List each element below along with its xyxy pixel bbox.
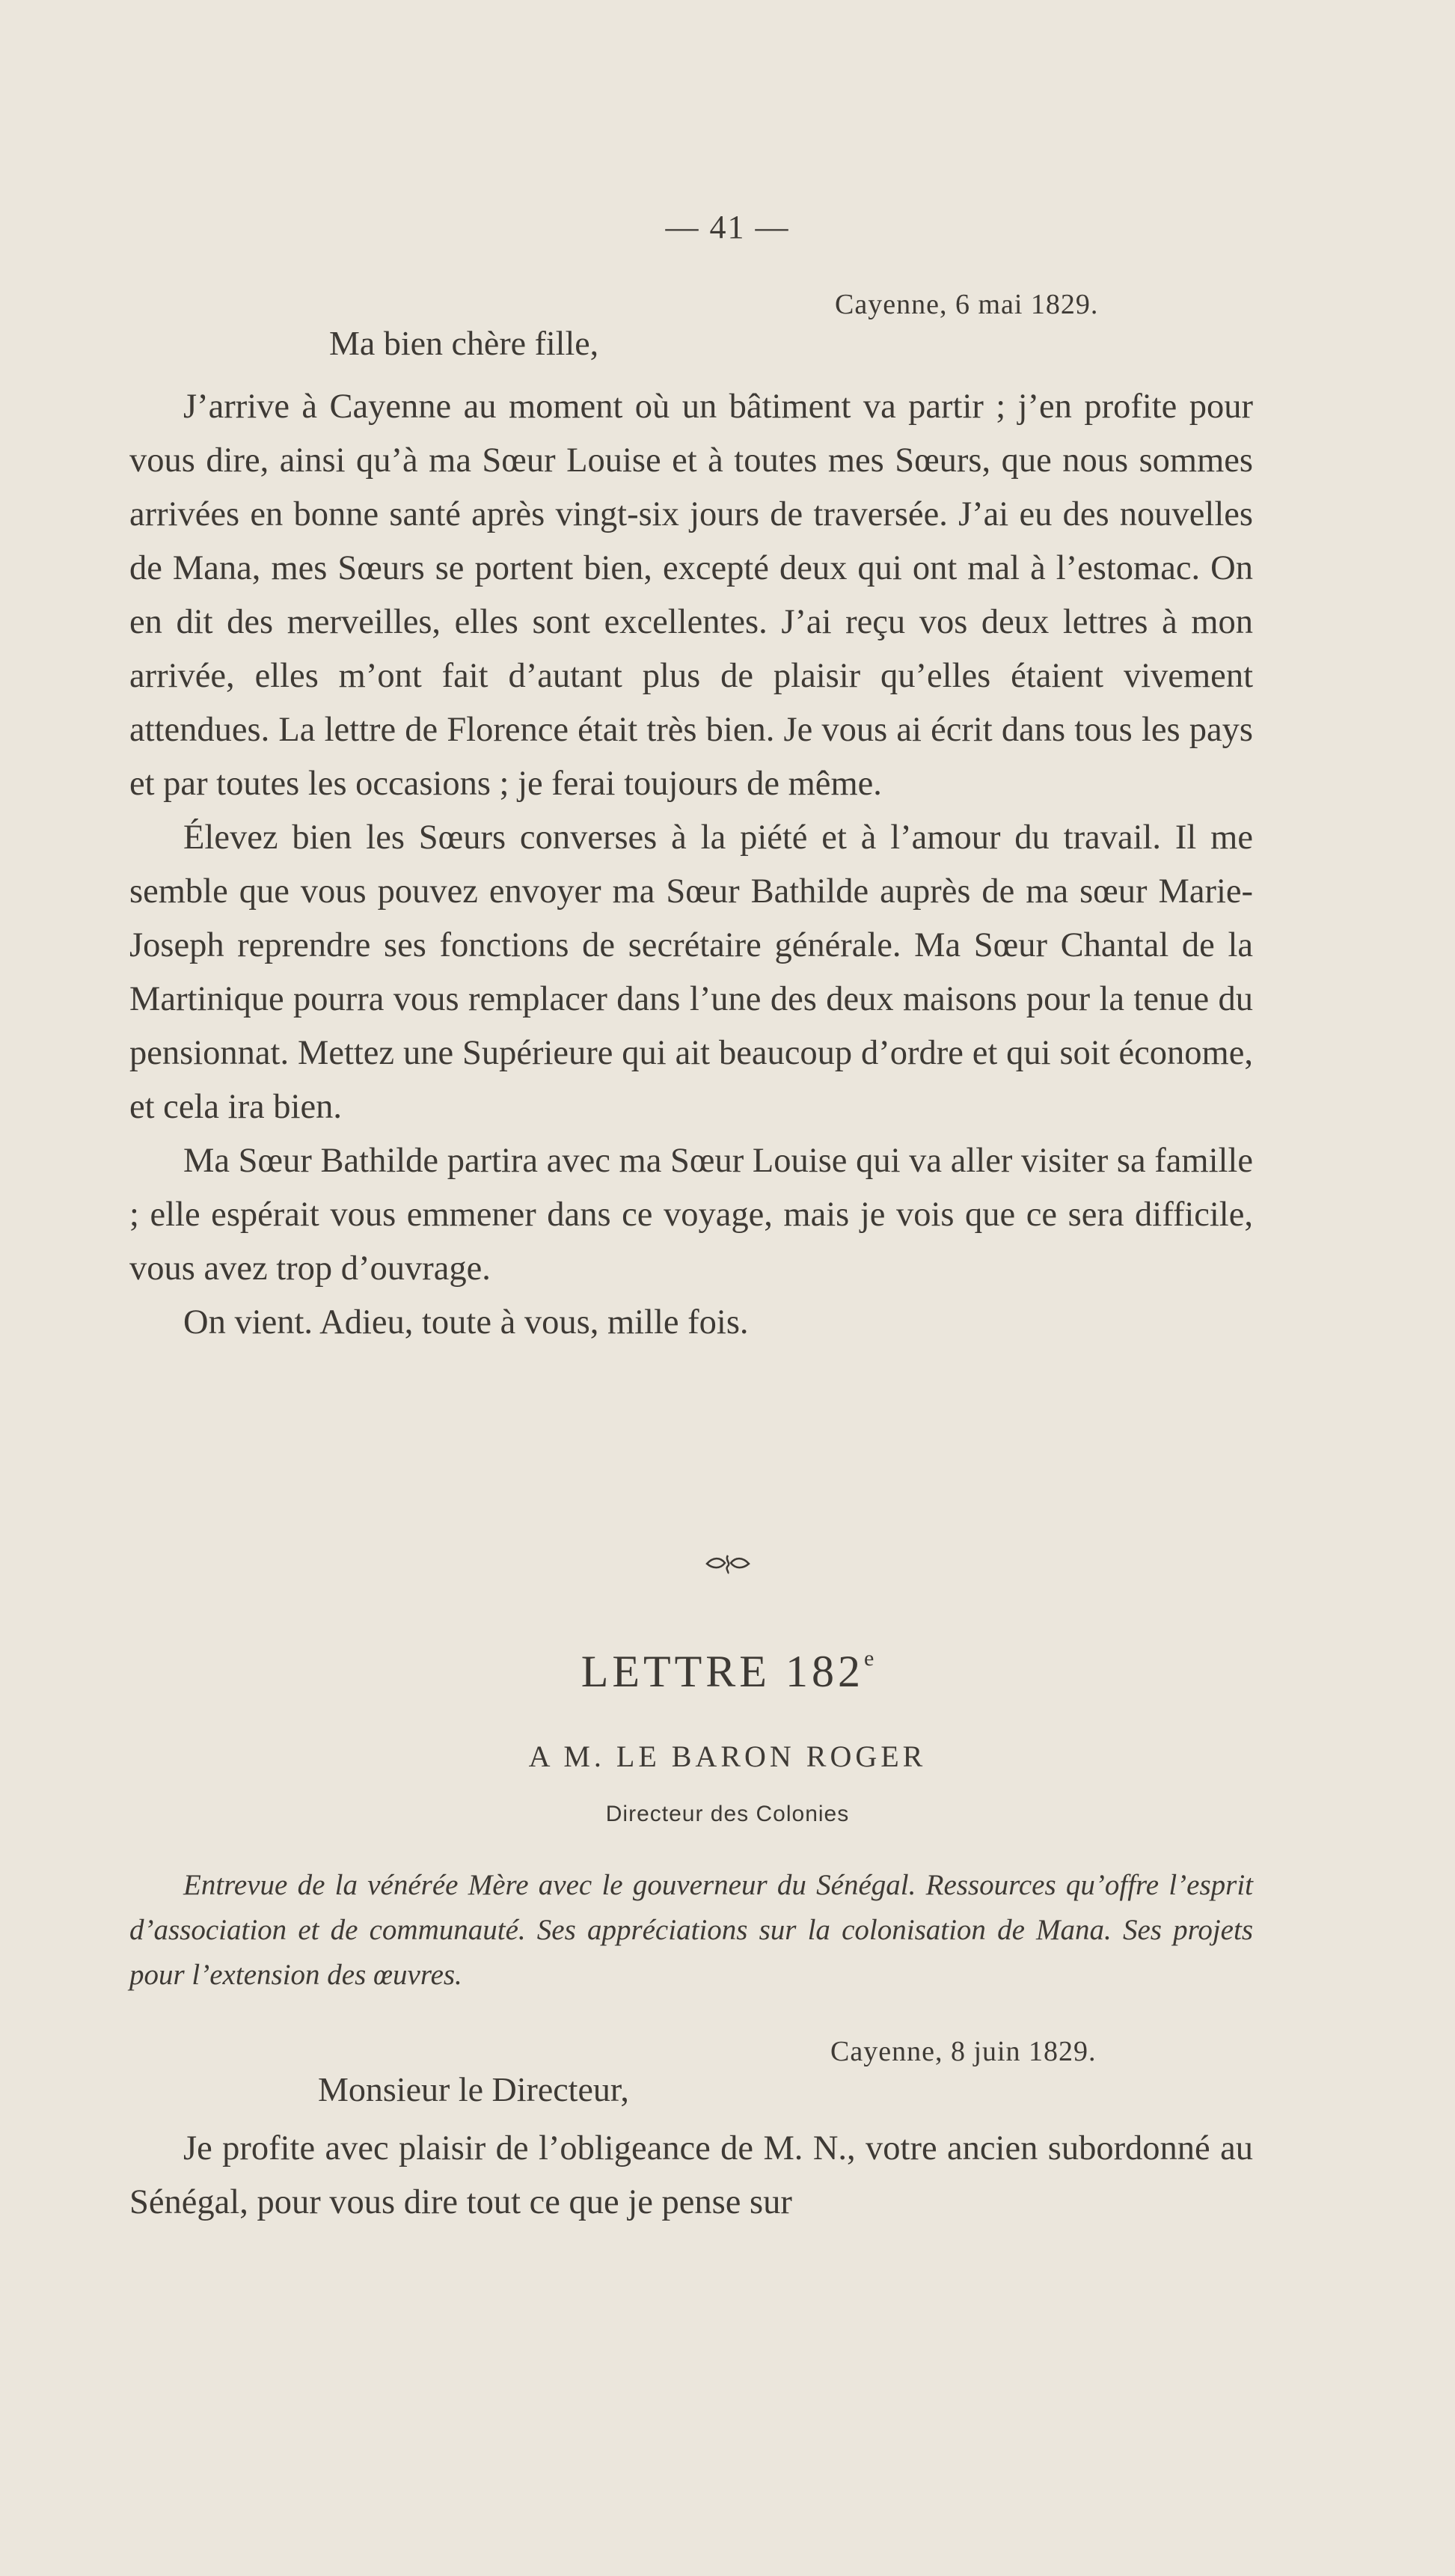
letter1-body: [129, 380, 1253, 1350]
letter2-salutation: Monsieur le Directeur,: [318, 2070, 629, 2108]
letter1-paragraph: On vient. Adieu, toute à vous, mille fois.: [183, 1303, 749, 1341]
recipient-title: Directeur des Colonies: [605, 1802, 850, 1826]
fleuron-ornament-svg: [704, 1552, 752, 1575]
letter2-paragraph: Je profite avec plaisir de l’obligeance de M. N., votre ancien subordonné au Sénégal, pour vous dire tout ce que je pense sur: [129, 2129, 1253, 2221]
letter1-paragraph: J’arrive à Cayenne au moment où un bâtiment va partir ; j’en profite pour vous dire, ainsi qu’à ma Sœur Louise et à toutes mes Sœurs, que nous sommes arrivées en bonne santé après vingt-six jours de traversée. J’ai eu des nouvelles de Mana, mes Sœurs se portent bien, excepté deux qui ont mal à l’estomac. On en dit des merveilles, elles sont excellentes. J’ai reçu vos deux lettres à mon arrivée, elles m’ont fait d’autant plus de plaisir qu’elles étaient vivement attendues. La lettre de Florence était très bien. Je vous ai écrit dans tous les pays et par toutes les occasions ; je ferai toujours de même.: [129, 388, 1253, 803]
letter1-dateline: Cayenne, 6 mai 1829.: [835, 289, 1099, 320]
letter-summary: Entrevue de la vénérée Mère avec le gouverneur du Sénégal. Ressources qu’offre l’esprit d’association et de communauté. Ses appréciations sur la colonisation de Mana. Ses projets pour l’extension des œuvres.: [129, 1869, 1253, 1991]
letter-title: [0, 1646, 1455, 1698]
fleuron-ornament-icon: [0, 1547, 1455, 1582]
letter1-paragraph: Ma Sœur Bathilde partira avec ma Sœur Louise qui va aller visiter sa famille ; elle espérait vous emmener dans ce voyage, mais je vois que ce sera difficile, vous avez trop d’ouvrage.: [129, 1142, 1253, 1288]
letter2-body: [129, 2122, 1253, 2230]
letter-title-suffix: e: [863, 1646, 874, 1671]
letter-title-text: LETTRE 182: [581, 1647, 864, 1696]
letter1-paragraph: Élevez bien les Sœurs converses à la piété et à l’amour du travail. Il me semble que vous pouvez envoyer ma Sœur Bathilde auprès de ma sœur Marie-Joseph reprendre ses fonctions de secrétaire générale. Ma Sœur Chantal de la Martinique pourra vous remplacer dans l’une des deux maisons pour la tenue du pensionnat. Mettez une Supérieure qui ait beaucoup d’ordre et qui soit économe, et cela ira bien.: [129, 819, 1253, 1126]
letter1-salutation: Ma bien chère fille,: [329, 324, 599, 362]
letter2-dateline: Cayenne, 8 juin 1829.: [830, 2036, 1097, 2067]
page-number: — 41 —: [665, 209, 790, 245]
letter-recipient: A M. LE BARON ROGER: [528, 1740, 927, 1773]
